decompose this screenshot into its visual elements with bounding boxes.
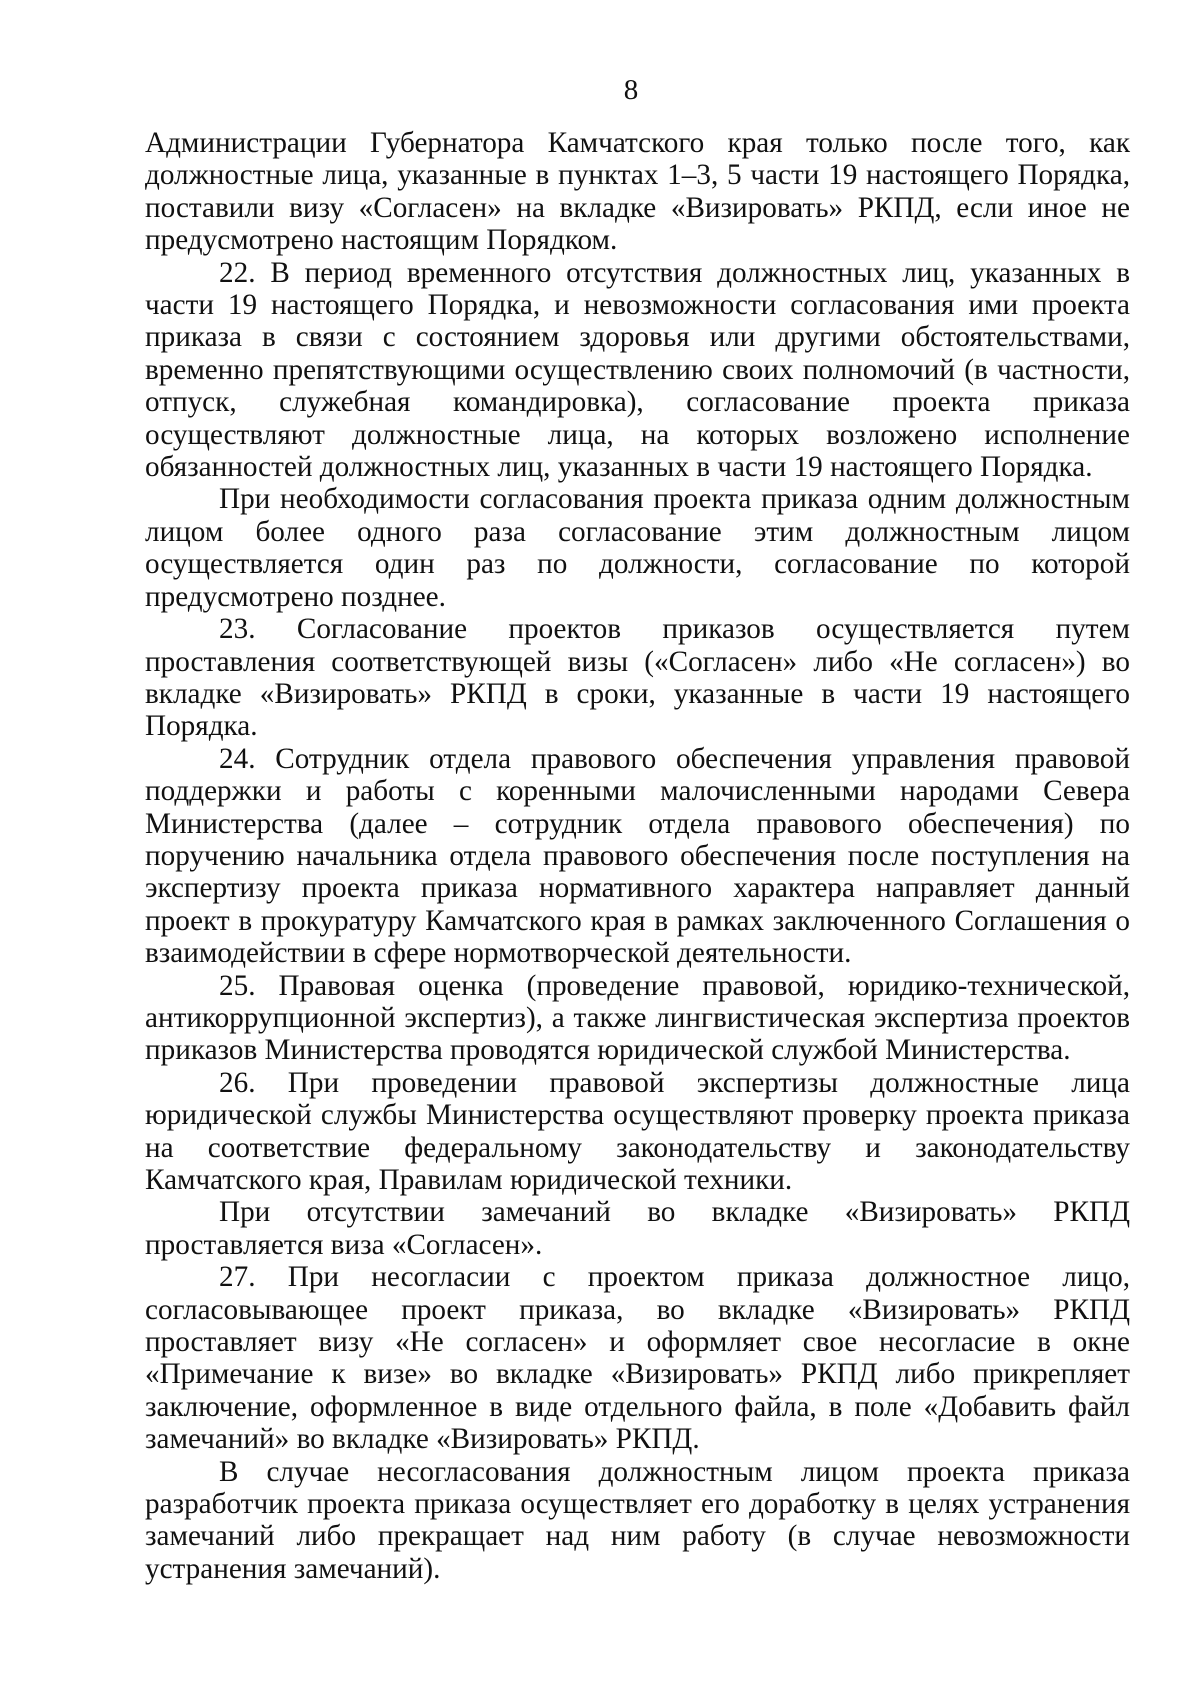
paragraph-clause-26-note: При отсутствии замечаний во вкладке «Визировать» РКПД проставляется виза «Согласен». bbox=[145, 1196, 1130, 1261]
paragraph-clause-26: 26. При проведении правовой экспертизы должностные лица юридической службы Министерства осуществляют проверку проекта приказа на соответствие федеральному законодательству и законодательству Камчатского края, Правилам юридической техники. bbox=[145, 1066, 1130, 1196]
paragraph-continuation: Администрации Губернатора Камчатского края только после того, как должностные лица, указанные в пунктах 1–3, 5 части 19 настоящего Порядка, поставили визу «Согласен» на вкладке «Визировать» РКПД, если иное не предусмотрено настоящим Порядком. bbox=[145, 127, 1130, 257]
paragraph-clause-24: 24. Сотрудник отдела правового обеспечения управления правовой поддержки и работы с коренными малочисленными народами Севера Министерства (далее – сотрудник отдела правового обеспечения) по поручению начальника отдела правового обеспечения после поступления на экспертизу проекта приказа нормативного характера направляет данный проект в прокуратуру Камчатского края в рамках заключенного Соглашения о взаимодействии в сфере нормотворческой деятельности. bbox=[145, 742, 1130, 970]
paragraph-clause-22-note: При необходимости согласования проекта приказа одним должностным лицом более одного раза согласование этим должностным лицом осуществляется один раз по должности, согласование по которой предусмотрено позднее. bbox=[145, 483, 1130, 613]
paragraph-clause-22: 22. В период временного отсутствия должностных лиц, указанных в части 19 настоящего Порядка, и невозможности согласования ими проекта приказа в связи с состоянием здоровья или другими обстоятельствами, временно препятствующими осуществлению своих полномочий (в частности, отпуск, служебная командировка), согласование проекта приказа осуществляют должностные лица, на которых возложено исполнение обязанностей должностных лиц, указанных в части 19 настоящего Порядка. bbox=[145, 256, 1130, 484]
paragraph-clause-27: 27. При несогласии с проектом приказа должностное лицо, согласовывающее проект приказа, во вкладке «Визировать» РКПД проставляет визу «Не согласен» и оформляет свое несогласие в окне «Примечание к визе» во вкладке «Визировать» РКПД либо прикрепляет заключение, оформленное в виде отдельного файла, в поле «Добавить файл замечаний» во вкладке «Визировать» РКПД. bbox=[145, 1261, 1130, 1456]
paragraph-clause-25: 25. Правовая оценка (проведение правовой, юридико-технической, антикоррупционной экспертиз), а также лингвистическая экспертиза проектов приказов Министерства проводятся юридической службой Министерства. bbox=[145, 969, 1130, 1067]
paragraph-clause-23: 23. Согласование проектов приказов осуществляется путем проставления соответствующей визы («Согласен» либо «Не согласен») во вкладке «Визировать» РКПД в сроки, указанные в части 19 настоящего Порядка. bbox=[145, 613, 1130, 743]
document-body bbox=[145, 127, 1130, 1585]
page-number: 8 bbox=[623, 74, 639, 106]
paragraph-clause-27-note: В случае несогласования должностным лицом проекта приказа разработчик проекта приказа осуществляет его доработку в целях устранения замечаний либо прекращает над ним работу (в случае невозможности устранения замечаний). bbox=[145, 1455, 1130, 1585]
